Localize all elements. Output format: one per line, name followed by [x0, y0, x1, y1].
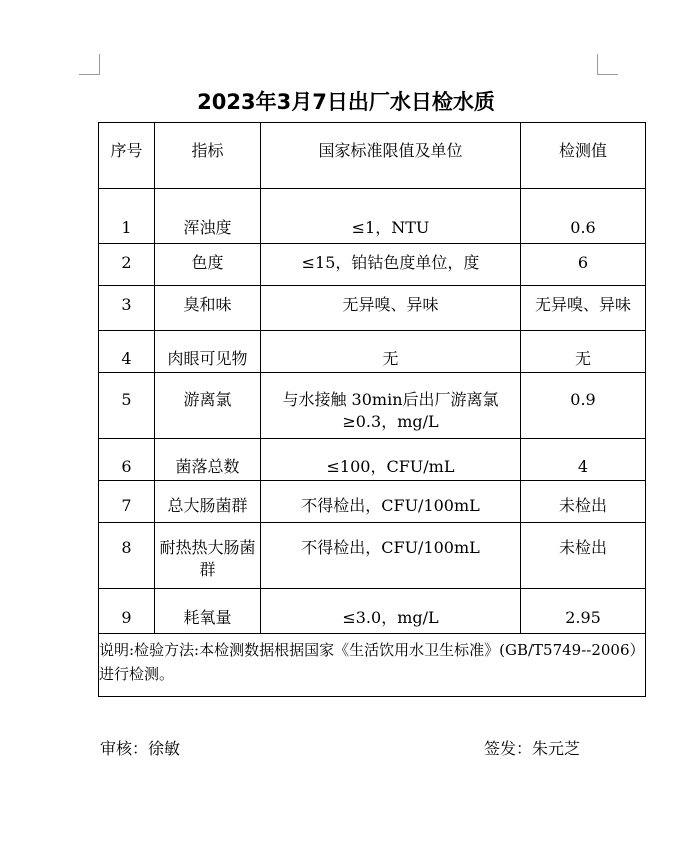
- header-item: 指标: [155, 123, 261, 189]
- row-value: 6: [521, 244, 646, 286]
- row-no: 1: [99, 189, 155, 244]
- table-row: [99, 189, 646, 244]
- row-standard: 无: [261, 331, 521, 373]
- header-value: 检测值: [521, 123, 646, 189]
- table-row: [99, 589, 646, 634]
- row-item: 耗氧量: [155, 589, 261, 634]
- row-no: 7: [99, 481, 155, 523]
- table-row: [99, 331, 646, 373]
- row-value: 无异嗅、异味: [521, 286, 646, 331]
- row-standard: 不得检出，CFU/100mL: [261, 523, 521, 589]
- table-note: 说明:检验方法:本检测数据根据国家《生活饮用水卫生标准》(GB/T5749--2006）进行检测。: [99, 634, 646, 697]
- row-item: 臭和味: [155, 286, 261, 331]
- page-corner-mark-right: [597, 54, 618, 75]
- row-item: 肉眼可见物: [155, 331, 261, 373]
- reviewer-signature: 审核：徐敏: [100, 739, 181, 758]
- row-no: 6: [99, 439, 155, 481]
- row-no: 5: [99, 373, 155, 439]
- table-row: [99, 286, 646, 331]
- table-row: [99, 244, 646, 286]
- table-note-row: [99, 634, 646, 697]
- issuer-signature: 签发：朱元芝: [484, 739, 581, 758]
- row-no: 9: [99, 589, 155, 634]
- page-corner-mark-left: [79, 54, 100, 75]
- row-item: 色度: [155, 244, 261, 286]
- header-standard: 国家标准限值及单位: [261, 123, 521, 189]
- row-value: 无: [521, 331, 646, 373]
- row-standard: ≤100，CFU/mL: [261, 439, 521, 481]
- row-value: 0.9: [521, 373, 646, 439]
- row-value: 2.95: [521, 589, 646, 634]
- row-standard: 与水接触 30min后出厂游离氯≥0.3，mg/L: [261, 373, 521, 439]
- header-no: 序号: [99, 123, 155, 189]
- row-item: 菌落总数: [155, 439, 261, 481]
- row-standard: ≤3.0，mg/L: [261, 589, 521, 634]
- row-value: 未检出: [521, 481, 646, 523]
- row-value: 0.6: [521, 189, 646, 244]
- row-standard: 不得检出，CFU/100mL: [261, 481, 521, 523]
- row-standard: 无异嗅、异味: [261, 286, 521, 331]
- table-row: [99, 481, 646, 523]
- row-item: 耐热热大肠菌群: [155, 523, 261, 589]
- row-item: 浑浊度: [155, 189, 261, 244]
- row-item: 总大肠菌群: [155, 481, 261, 523]
- row-no: 4: [99, 331, 155, 373]
- water-quality-table: [98, 122, 646, 697]
- table-row: [99, 523, 646, 589]
- row-no: 3: [99, 286, 155, 331]
- row-no: 2: [99, 244, 155, 286]
- row-standard: ≤1，NTU: [261, 189, 521, 244]
- document-title: 2023年3月7日出厂水日检水质: [197, 90, 495, 114]
- table-row: [99, 373, 646, 439]
- table-header-row: [99, 123, 646, 189]
- row-standard: ≤15，铂钴色度单位，度: [261, 244, 521, 286]
- row-value: 未检出: [521, 523, 646, 589]
- row-value: 4: [521, 439, 646, 481]
- row-item: 游离氯: [155, 373, 261, 439]
- table-row: [99, 439, 646, 481]
- row-no: 8: [99, 523, 155, 589]
